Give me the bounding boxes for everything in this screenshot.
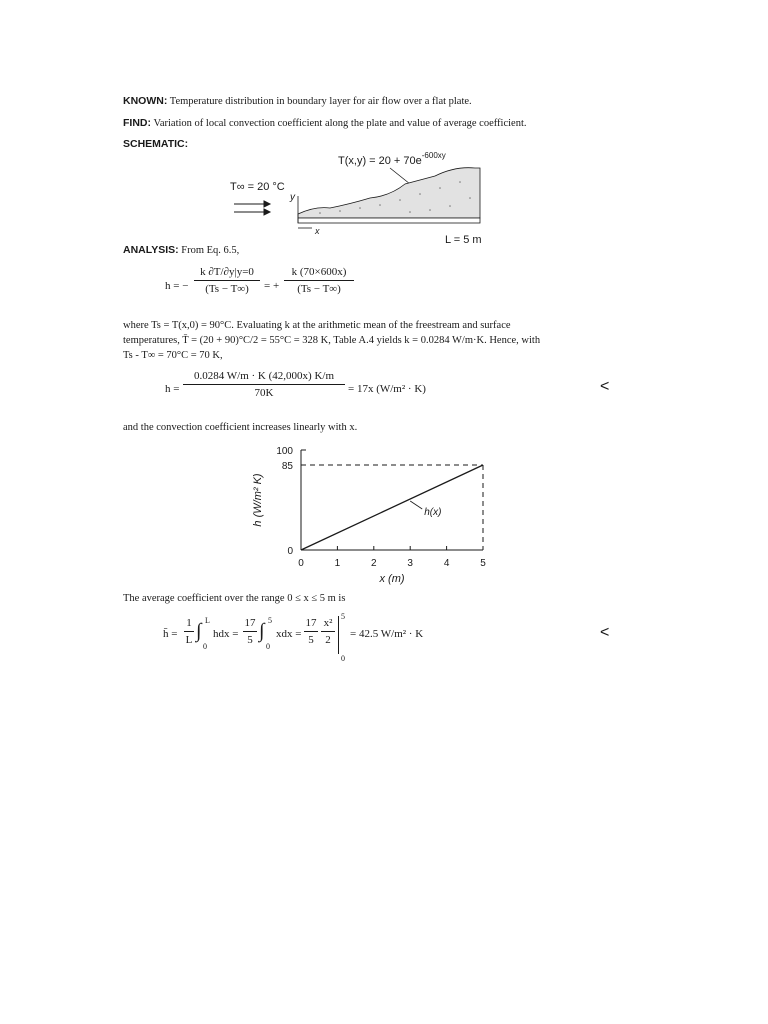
eq3-int1-body: hdx = xyxy=(213,628,239,640)
eq3-integral-1: ∫ xyxy=(196,620,202,642)
analysis-para-2: temperatures, T̄ = (20 + 90)°C/2 = 55°C = 328 K, Table A.4 yields k = 0.0284 W/m·K. Hence, with xyxy=(123,335,541,346)
x-tick-label: 1 xyxy=(334,558,341,569)
analysis-line xyxy=(123,244,239,257)
eq1-lhs: h = − xyxy=(165,280,189,292)
schematic-diagram xyxy=(220,148,520,248)
analysis-label: ANALYSIS: xyxy=(123,244,179,256)
eq3-f2-bar xyxy=(243,631,257,632)
series-line xyxy=(301,465,483,550)
eq3-int2-body: xdx = xyxy=(276,628,302,640)
x-tick-label: 3 xyxy=(407,558,413,569)
eq2-bar xyxy=(183,384,345,385)
x-tick-label: 5 xyxy=(480,558,486,569)
eq3-frac-1 xyxy=(184,617,194,646)
eq3-f1-bar xyxy=(184,631,194,632)
eq3-f1-num: 1 xyxy=(186,617,192,629)
y-tick-label: 100 xyxy=(276,446,293,457)
eq1-bar2 xyxy=(284,280,354,281)
eq3-integral-2: ∫ xyxy=(259,620,265,642)
analysis-para-1: where Ts = T(x,0) = 90°C. Evaluating k at the arithmetic mean of the freestream and surface xyxy=(123,320,511,331)
eq3-int1-upper: L xyxy=(205,616,210,625)
schematic-label: SCHEMATIC: xyxy=(123,138,189,150)
analysis-intro: From Eq. 6.5, xyxy=(181,245,240,256)
eq3-f4-den: 2 xyxy=(325,634,331,646)
known-label: KNOWN: xyxy=(123,95,168,107)
y-tick-label: 85 xyxy=(281,461,293,472)
eq3-hbar: h̄ = xyxy=(163,628,178,640)
x-tick-label: 2 xyxy=(371,558,377,569)
eq1-num1: k ∂T/∂y|y=0 xyxy=(200,266,254,278)
eq1-mid: = + xyxy=(264,280,280,292)
find-label: FIND: xyxy=(123,117,151,129)
eq2-rhs: = 17x (W/m² · K) xyxy=(348,383,426,395)
eq3-f4-num: x² xyxy=(323,617,333,629)
eq3-f3-num: 17 xyxy=(305,617,317,629)
eq3-int1-lower: 0 xyxy=(203,642,207,651)
eq3-eval-bar xyxy=(338,616,339,654)
y-axis-label: y xyxy=(290,192,295,203)
eq3-f4-bar xyxy=(321,631,335,632)
eq2-fraction xyxy=(183,370,345,399)
eq2-den: 70K xyxy=(254,387,274,399)
eq3-frac-2 xyxy=(243,617,257,646)
eq2-lhs: h = xyxy=(165,383,180,395)
eq3-frac-4 xyxy=(321,617,335,646)
eq1-fraction-2 xyxy=(284,266,354,295)
eq3-f2-den: 5 xyxy=(247,634,253,646)
eq1-den2: (Ts − T∞) xyxy=(297,283,341,295)
profile-equation: $T(x,y) = 20 + 70e^{-600xy}$ xyxy=(338,151,446,167)
linear-text: and the convection coefficient increases linearly with x. xyxy=(123,422,358,433)
eq3-eval-upper: 5 xyxy=(341,612,345,621)
flat-plate xyxy=(298,218,480,223)
result-mark: < xyxy=(600,378,610,395)
analysis-para-3: Ts - T∞ = 70°C = 70 K, xyxy=(123,350,223,361)
eq3-int2-lower: 0 xyxy=(266,642,270,651)
x-axis-label: x xyxy=(315,226,320,236)
find-text: Variation of local convection coefficient along the plate and value of average coefficient. xyxy=(153,118,527,129)
eq1-num2: k (70×600x) xyxy=(291,266,347,278)
eq1-fraction-1 xyxy=(194,266,260,295)
x-tick-label: 4 xyxy=(443,558,450,569)
known-text: Temperature distribution in boundary layer for air flow over a flat plate. xyxy=(169,96,472,107)
eq2-num: 0.0284 W/m · K (42,000x) K/m xyxy=(193,370,335,382)
eq3-int2-upper: 5 xyxy=(268,616,272,625)
eq3-rhs: = 42.5 W/m² · K xyxy=(350,628,424,640)
x-axis-label: x (m) xyxy=(379,573,405,585)
y-axis-label: h (W/m² K) xyxy=(252,473,264,527)
eq3-f2-num: 17 xyxy=(244,617,256,629)
y-tick-label: 0 xyxy=(287,546,293,557)
known-line xyxy=(123,95,472,108)
eq3-f3-bar xyxy=(304,631,318,632)
h-vs-x-chart xyxy=(245,440,510,590)
series-label-leader xyxy=(410,501,422,509)
freestream-label: T∞ = 20 °C xyxy=(230,181,285,193)
eq1-bar1 xyxy=(194,280,260,281)
avg-text: The average coefficient over the range 0 ≤ x ≤ 5 m is xyxy=(123,593,346,604)
x-tick-label: 0 xyxy=(298,558,304,569)
eq3-frac-3 xyxy=(304,617,318,646)
flow-arrows xyxy=(234,201,270,215)
series-label: h(x) xyxy=(424,507,442,518)
eq3 xyxy=(163,612,443,676)
eq3-f1-den: L xyxy=(185,634,193,646)
eq3-eval-lower: 0 xyxy=(341,654,345,663)
eq1-den1: (Ts − T∞) xyxy=(205,283,249,295)
find-line xyxy=(123,117,527,130)
length-label: L = 5 m xyxy=(445,234,482,246)
boundary-layer xyxy=(298,168,480,218)
eq3-f3-den: 5 xyxy=(308,634,314,646)
avg-mark: < xyxy=(600,624,610,641)
